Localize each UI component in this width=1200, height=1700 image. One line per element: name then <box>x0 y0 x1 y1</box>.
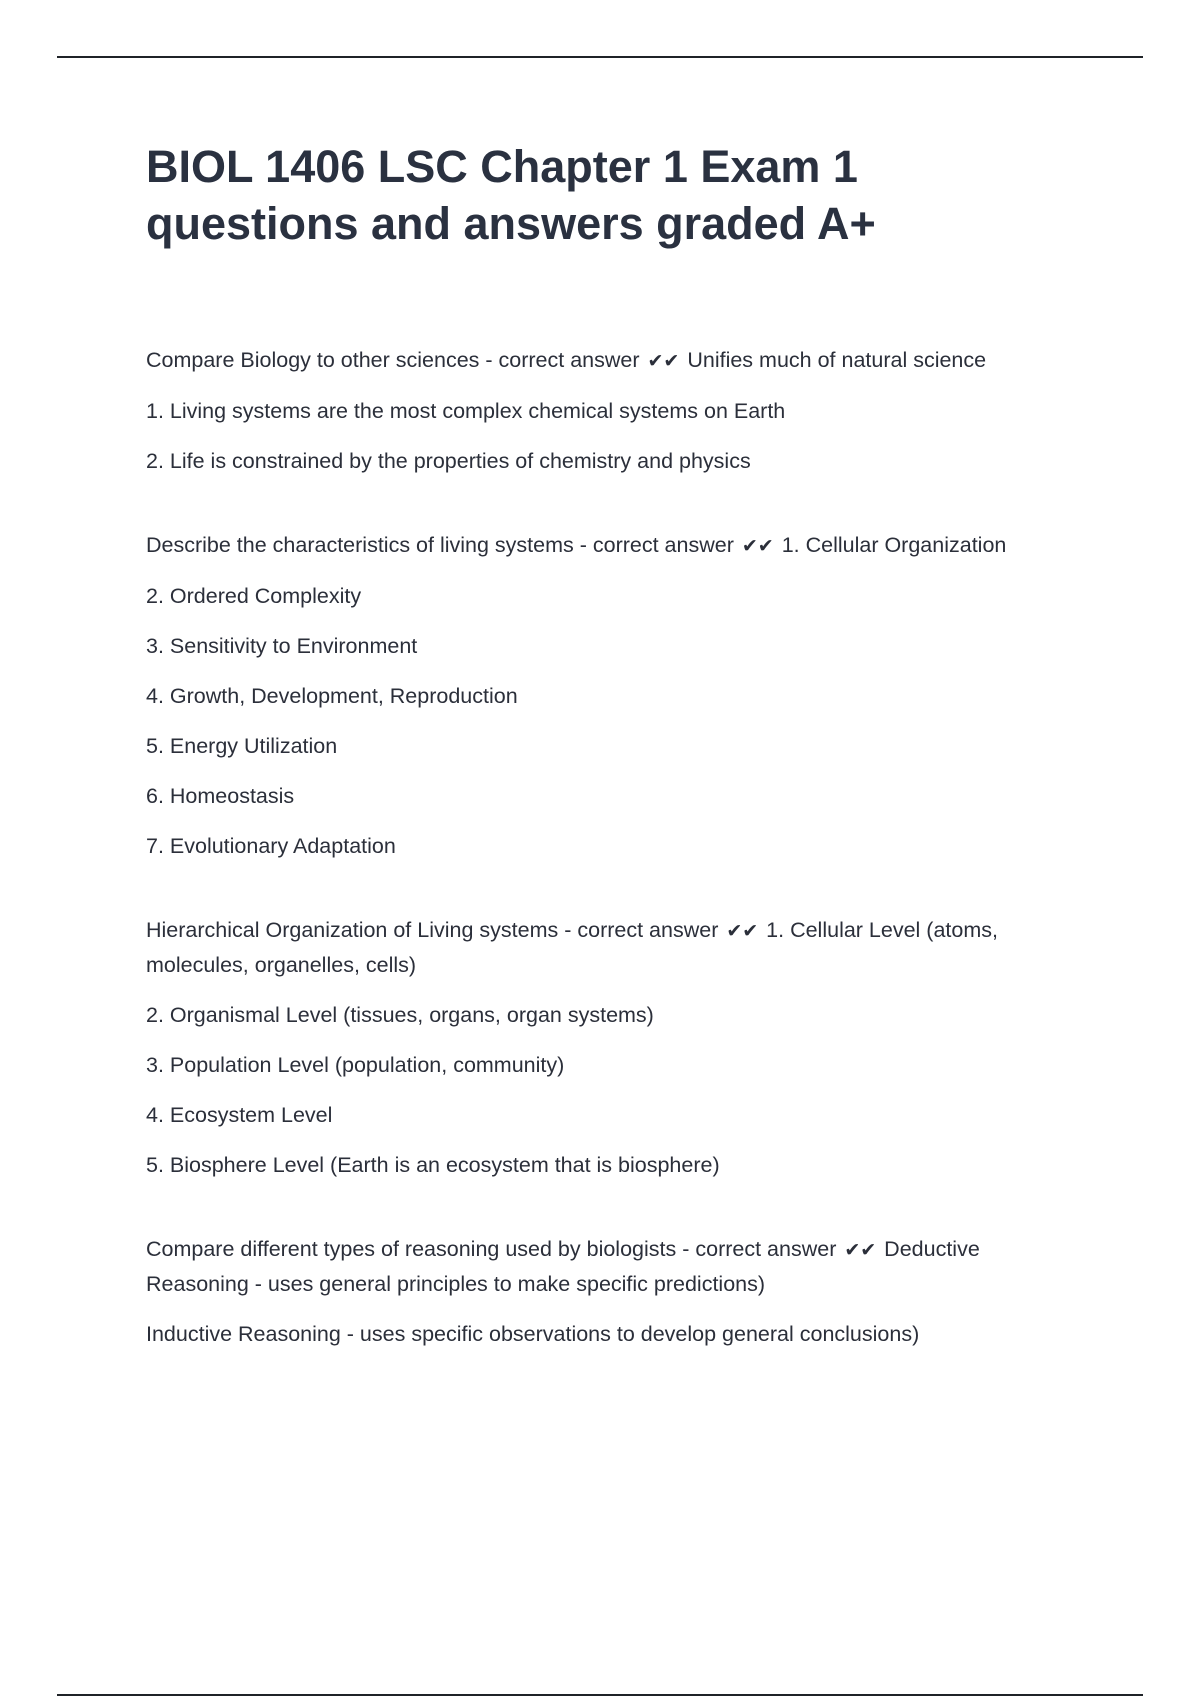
answer-line: Inductive Reasoning - uses specific observations to develop general conclusions) <box>146 1322 920 1346</box>
answer-line: 2. Ordered Complexity <box>146 584 362 608</box>
qa-block <box>146 913 1046 1182</box>
question-text: Hierarchical Organization of Living systems <box>146 918 559 942</box>
answer-first: 1. Cellular Organization <box>781 533 1007 557</box>
qa-block <box>146 343 1046 478</box>
answer-marker: correct answer <box>695 1237 837 1261</box>
question-line: Hierarchical Organization of Living systems - correct answer ✔✔ 1. Cellular Level (atoms, molecules, organelles, cells) <box>146 918 998 977</box>
top-rule <box>57 56 1143 58</box>
question-line: Describe the characteristics of living systems - correct answer ✔✔ 1. Cellular Organization <box>146 533 1007 557</box>
answer-line: 6. Homeostasis <box>146 784 295 808</box>
answer-line: 2. Organismal Level (tissues, organs, organ systems) <box>146 1003 654 1027</box>
answer-line: 5. Energy Utilization <box>146 734 338 758</box>
question-text: Describe the characteristics of living systems <box>146 533 574 557</box>
answer-line: 2. Life is constrained by the properties of chemistry and physics <box>146 449 751 473</box>
answer-line: 3. Population Level (population, community) <box>146 1053 565 1077</box>
page-title: BIOL 1406 LSC Chapter 1 Exam 1 questions and answers graded A+ <box>146 141 876 249</box>
answer-line: 5. Biosphere Level (Earth is an ecosystem that is biosphere) <box>146 1153 720 1177</box>
question-text: Compare different types of reasoning used by biologists <box>146 1237 677 1261</box>
qa-list <box>146 343 1046 1351</box>
answer-marker: correct answer <box>498 348 640 372</box>
double-check-icon: ✔✔ <box>647 350 680 372</box>
double-check-icon: ✔✔ <box>741 535 774 557</box>
answer-line: 7. Evolutionary Adaptation <box>146 834 396 858</box>
qa-block <box>146 528 1046 863</box>
answer-line: 3. Sensitivity to Environment <box>146 634 418 658</box>
answer-line: 4. Ecosystem Level <box>146 1103 333 1127</box>
answer-line: 1. Living systems are the most complex chemical systems on Earth <box>146 399 786 423</box>
question-text: Compare Biology to other sciences <box>146 348 480 372</box>
answer-marker: correct answer <box>577 918 719 942</box>
answer-first: Deductive Reasoning - uses general principles to make specific predictions) <box>146 1237 980 1296</box>
question-line: Compare different types of reasoning used by biologists - correct answer ✔✔ Deductive Reasoning - uses general principles to make specific predictions) <box>146 1237 980 1296</box>
answer-first: 1. Cellular Level (atoms, molecules, organelles, cells) <box>146 918 998 977</box>
double-check-icon: ✔✔ <box>726 920 759 942</box>
question-line: Compare Biology to other sciences - correct answer ✔✔ Unifies much of natural science <box>146 348 987 372</box>
answer-marker: correct answer <box>592 533 734 557</box>
double-check-icon: ✔✔ <box>844 1239 877 1261</box>
answer-first: Unifies much of natural science <box>687 348 987 372</box>
document-page <box>146 138 1046 1401</box>
bottom-rule <box>57 1694 1143 1696</box>
qa-block <box>146 1232 1046 1351</box>
answer-line: 4. Growth, Development, Reproduction <box>146 684 518 708</box>
